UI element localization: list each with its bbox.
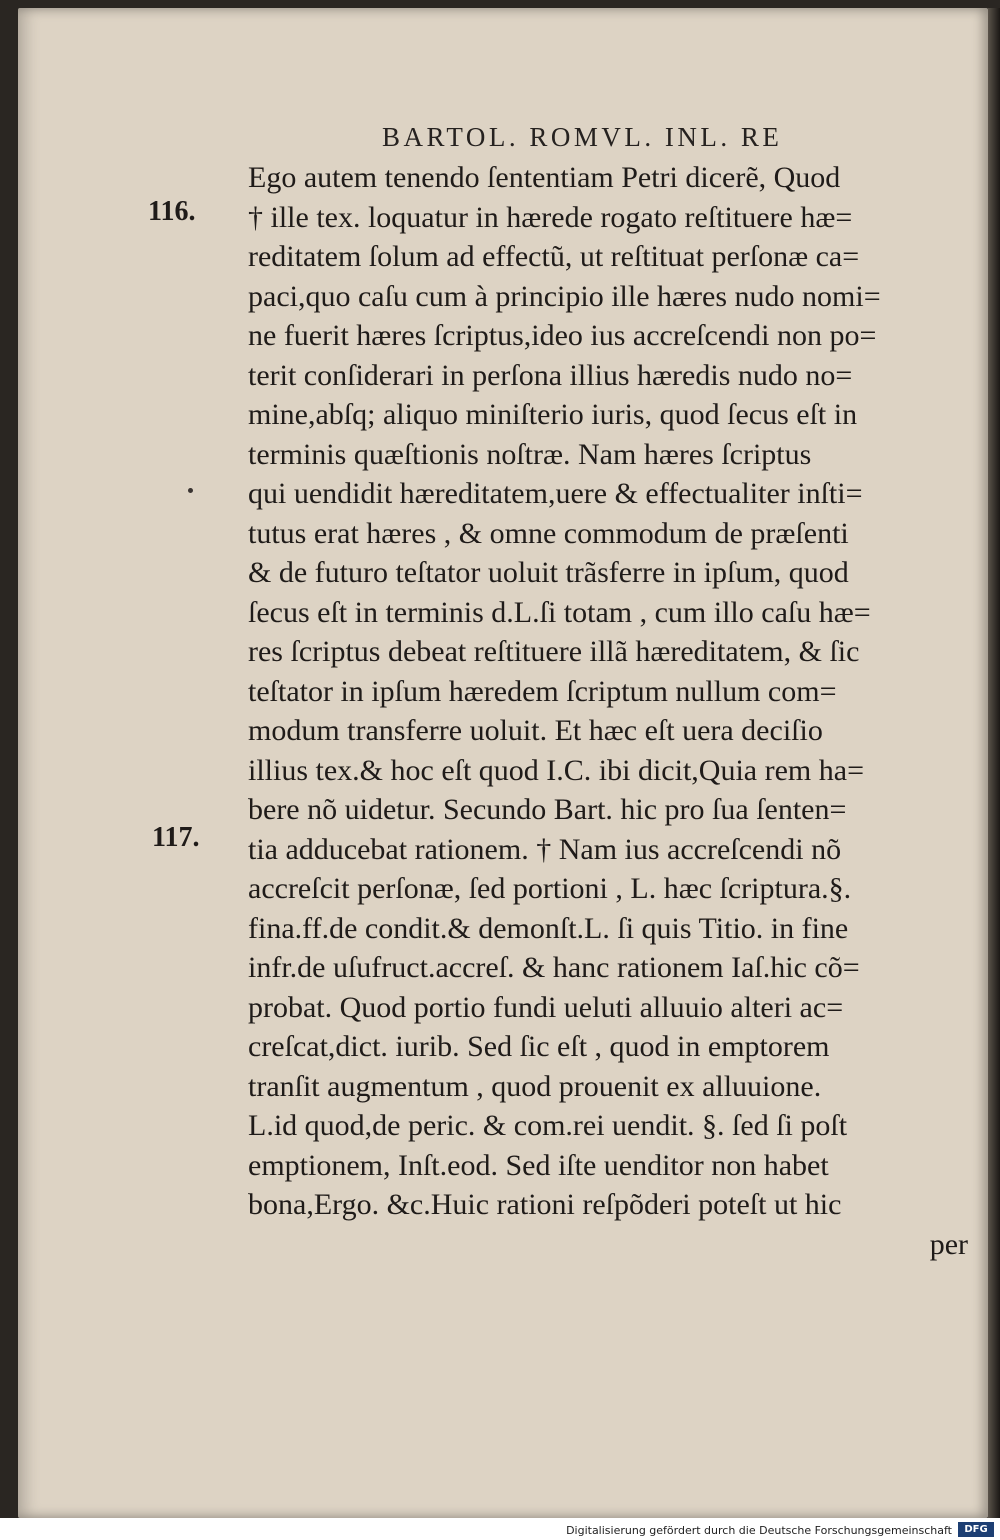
text-line: tranſit augmentum , quod prouenit ex alluuione.: [248, 1069, 822, 1103]
text-line: reditatem ſolum ad effectũ, ut reſtituat perſonæ ca=: [248, 240, 860, 273]
text-line: Ego autem tenendo ſententiam Petri dicerẽ, Quod: [248, 161, 841, 194]
text-line: terit conſiderari in perſona illius hæredis nudo no=: [248, 358, 853, 392]
text-line: tutus erat hæres , & omne commodum de præſenti: [248, 516, 849, 550]
text-line: accreſcit perſonæ, ſed portioni , L. hæc ſcriptura.§.: [248, 872, 852, 905]
footer-bar: [0, 1518, 1000, 1540]
funding-credit: Digitalisierung gefördert durch die Deutsche Forschungsgemeinschaft: [566, 1524, 952, 1537]
text-line: probat. Quod portio fundi ueluti alluuio alteri ac=: [248, 990, 844, 1024]
text-line: † ille tex. loquatur in hærede rogato reſtituere hæ=: [248, 200, 853, 234]
text-line: ne fuerit hæres ſcriptus,ideo ius accreſcendi non po=: [248, 319, 877, 352]
margin-note-117: 117.: [152, 822, 200, 853]
text-line: teſtator in ipſum hæredem ſcriptum nullum com=: [248, 674, 837, 708]
text-line: fina.ff.de condit.& demonſt.L. ſi quis Titio. in fine: [248, 911, 849, 945]
text-line: ſecus eſt in terminis d.L.ſi totam , cum illo caſu hæ=: [248, 595, 871, 629]
text-line: infr.de uſufruct.accreſ. & hanc rationem Iaſ.hic cõ=: [248, 951, 860, 984]
text-line: paci,quo caſu cum à principio ille hæres nudo nomi=: [248, 279, 881, 313]
margin-note-116: 116.: [148, 196, 196, 227]
text-line: creſcat,dict. iurib. Sed ſic eſt , quod in emptorem: [248, 1030, 830, 1063]
dfg-logo: DFG: [958, 1522, 994, 1537]
text-line: bere nõ uidetur. Secundo Bart. hic pro ſua ſenten=: [248, 793, 847, 826]
text-line: illius tex.& hoc eſt quod I.C. ibi dicit,Quia rem ha=: [248, 753, 864, 787]
body-text: [248, 158, 968, 1264]
margin-mark: [188, 488, 193, 493]
text-line: terminis quæſtionis noſtræ. Nam hæres ſcriptus: [248, 437, 812, 471]
running-head: BARTOL. ROMVL. INL. RE: [382, 122, 783, 152]
catchword: per: [929, 1227, 968, 1261]
text-line: modum transferre uoluit. Et hæc eſt uera deciſio: [248, 714, 823, 747]
page-edge-shadow: [988, 8, 1000, 1518]
text-line: res ſcriptus debeat reſtituere illã hæreditatem, & ſic: [248, 635, 860, 668]
text-line: mine,abſq; aliquo miniſterio iuris, quod ſecus eſt in: [248, 398, 858, 431]
text-line: emptionem, Inſt.eod. Sed iſte uenditor non habet: [248, 1148, 829, 1182]
text-line: qui uendidit hæreditatem,uere & effectualiter inſti=: [248, 477, 863, 510]
text-line: L.id quod,de peric. & com.rei uendit. §. ſed ſi poſt: [248, 1109, 848, 1142]
text-line: & de futuro teſtator uoluit trãsferre in ipſum, quod: [248, 556, 849, 589]
text-line: tia adducebat rationem. † Nam ius accreſcendi nõ: [248, 832, 842, 866]
text-line: bona,Ergo. &c.Huic rationi reſpõderi poteſt ut hic: [248, 1188, 842, 1221]
